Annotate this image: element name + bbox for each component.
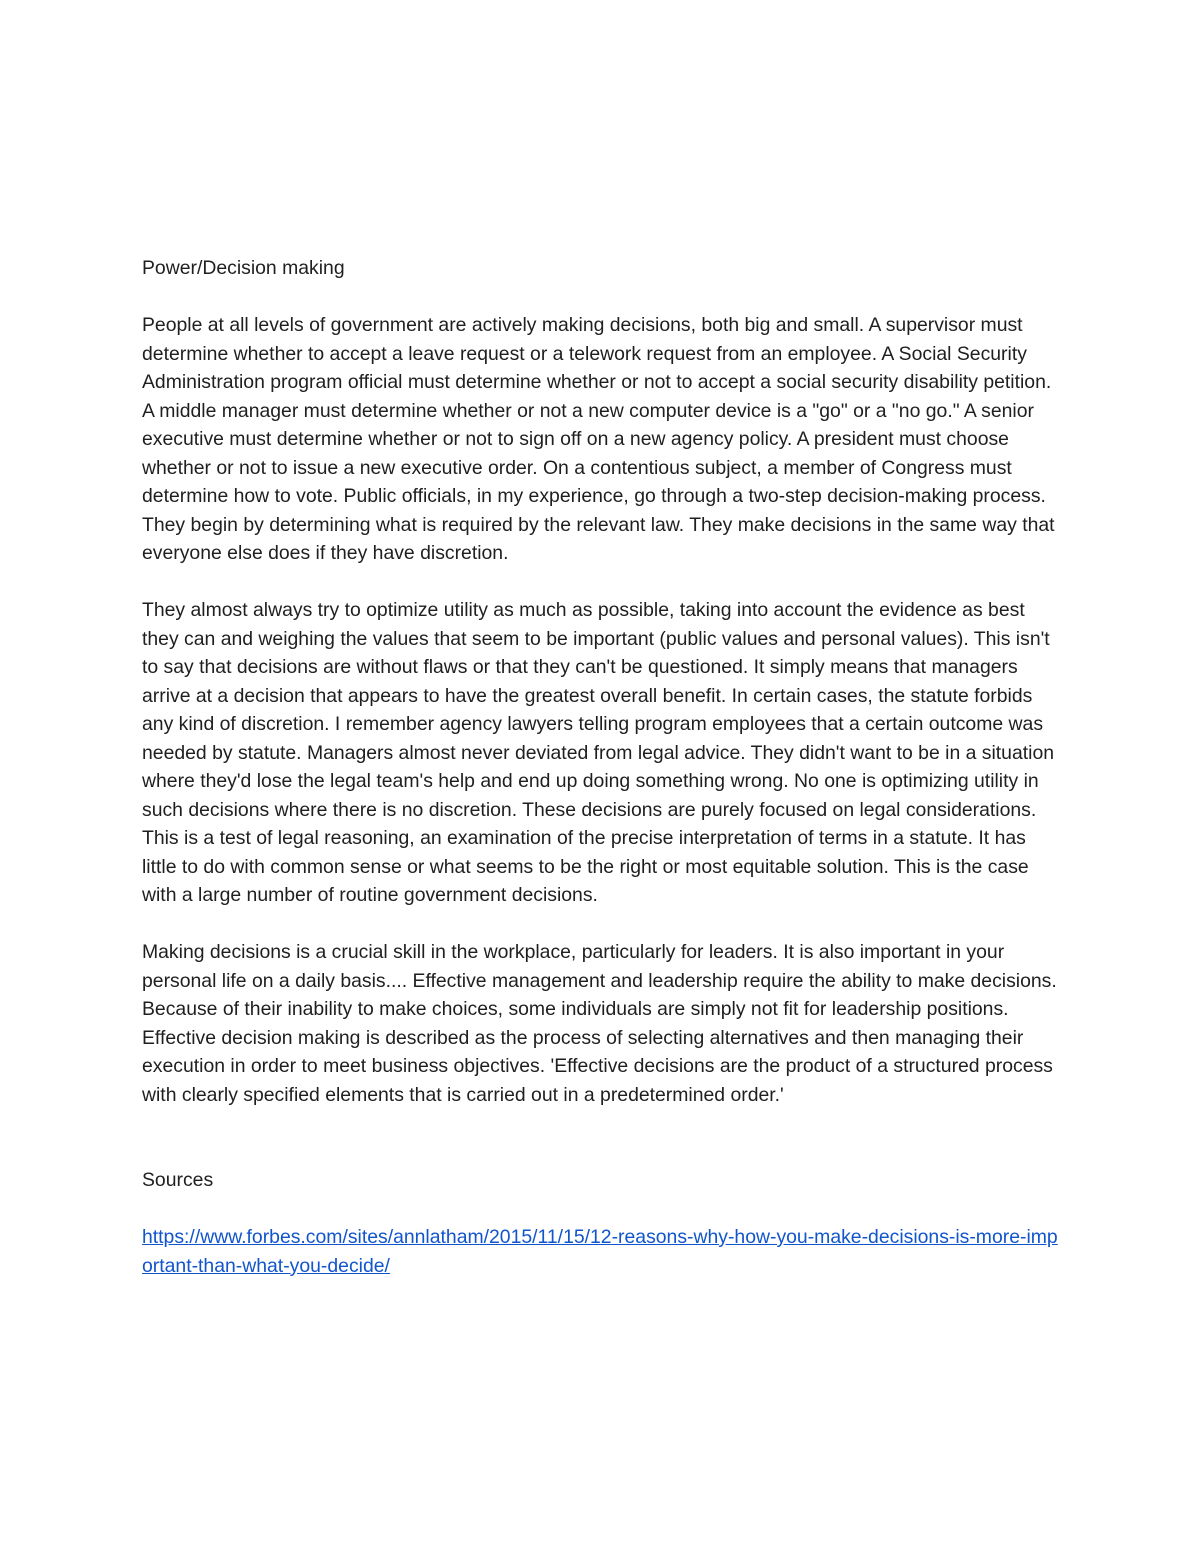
document-page xyxy=(142,254,1062,1280)
source-link-forbes[interactable]: https://www.forbes.com/sites/annlatham/2015/11/15/12-reasons-why-how-you-make-decisions-is-more-important-than-what-you-decide/ xyxy=(142,1226,1058,1277)
paragraph-decision-skill: Making decisions is a crucial skill in the workplace, particularly for leaders. It is also important in your personal life on a daily basis.... Effective management and leadership require the ability to make decisions. Because of their inability to make choices, some individuals are simply not fit for leadership positions. Effective decision making is described as the process of selecting alternatives and then managing their execution in order to meet business objectives. 'Effective decisions are the product of a structured process with clearly specified elements that is carried out in a predetermined order.' xyxy=(142,941,1057,1106)
document-title: Power/Decision making xyxy=(142,257,345,279)
paragraph-government-decisions: People at all levels of government are actively making decisions, both big and small. A supervisor must determine whether to accept a leave request or a telework request from an employee. A Social Security Administration program official must determine whether or not to accept a social security disability petition. A middle manager must determine whether or not a new computer device is a "go" or a "no go." A senior executive must determine whether or not to sign off on a new agency policy. A president must choose whether or not to issue a new executive order. On a contentious subject, a member of Congress must determine how to vote. Public officials, in my experience, go through a two-step decision-making process. They begin by determining what is required by the relevant law. They make decisions in the same way that everyone else does if they have discretion. xyxy=(142,314,1055,564)
paragraph-optimize-utility: They almost always try to optimize utility as much as possible, taking into account the evidence as best they can and weighing the values that seem to be important (public values and personal values). This isn't to say that decisions are without flaws or that they can't be questioned. It simply means that managers arrive at a decision that appears to have the greatest overall benefit. In certain cases, the statute forbids any kind of discretion. I remember agency lawyers telling program employees that a certain outcome was needed by statute. Managers almost never deviated from legal advice. They didn't want to be in a situation where they'd lose the legal team's help and end up doing something wrong. No one is optimizing utility in such decisions where there is no discretion. These decisions are purely focused on legal considerations. This is a test of legal reasoning, an examination of the precise interpretation of terms in a statute. It has little to do with common sense or what seems to be the right or most equitable solution. This is the case with a large number of routine government decisions. xyxy=(142,599,1055,906)
sources-heading: Sources xyxy=(142,1169,214,1191)
